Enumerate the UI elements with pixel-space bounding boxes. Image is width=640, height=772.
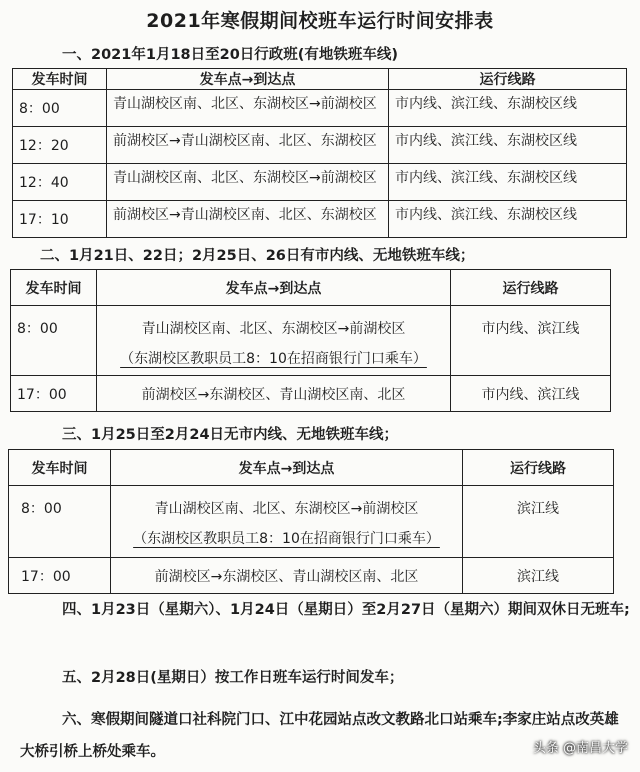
route: 青山湖校区南、北区、东湖校区→前湖校区 [107,90,389,127]
note-stop-change: 六、寒假期间隧道口社科院门口、江中花园站点改文教路北口站乘车;李家庄站点改英雄大桥引桥上桥处乘车。 [20,712,619,760]
departure-time: 17：00 [11,376,97,412]
note-feb28: 五、2月28日(星期日）按工作日班车运行时间发车； [62,670,404,686]
departure-time: 8：00 [13,90,107,127]
table-row [11,306,611,376]
header-route: 发车点→到达点 [111,450,463,486]
departure-time: 17：00 [9,558,111,594]
departure-time: 12：20 [13,127,107,164]
bus-line: 市内线、滨江线、东湖校区线 [389,127,627,164]
route: 前湖校区→东湖校区、青山湖校区南、北区 [97,376,451,412]
table-row [11,376,611,412]
departure-time: 12：40 [13,164,107,201]
header-route: 发车点→到达点 [107,69,389,90]
departure-time: 8：00 [9,486,111,558]
header-time: 发车时间 [11,270,97,306]
route: 青山湖校区南、北区、东湖校区→前湖校区 [107,164,389,201]
route-note: （东湖校区教职员工8：10在招商银行门口乘车） [133,531,440,547]
page-title: 2021年寒假期间校班车运行时间安排表 [146,10,494,32]
header-route: 发车点→到达点 [97,270,451,306]
section2-heading: 二、1月21日、22日；2月25日、26日有市内线、无地铁班车线； [40,248,475,264]
bus-line: 市内线、滨江线、东湖校区线 [389,90,627,127]
route: 前湖校区→青山湖校区南、北区、东湖校区 [107,127,389,164]
table-row [13,201,627,238]
table-header-row [9,450,614,486]
note-weekend: 四、1月23日（星期六）、1月24日（星期日）至2月27日（星期六）期间双休日无班车; [62,602,630,618]
bus-line: 市内线、滨江线、东湖校区线 [389,201,627,238]
route-note: （东湖校区教职员工8：10在招商银行门口乘车） [120,351,427,367]
table-row [13,164,627,201]
table-header-row [13,69,627,90]
header-time: 发车时间 [13,69,107,90]
route-cell [111,486,463,558]
route-cell [97,306,451,376]
watermark: 头条 @南昌大学 [532,741,628,756]
schedule-table-3 [8,449,614,594]
route: 青山湖校区南、北区、东湖校区→前湖校区 [154,501,419,517]
table-header-row [11,270,611,306]
header-line: 运行线路 [451,270,611,306]
table-row [9,558,614,594]
schedule-table-1 [12,68,627,238]
section3-heading: 三、1月25日至2月24日无市内线、无地铁班车线； [62,427,399,443]
route: 前湖校区→青山湖校区南、北区、东湖校区 [107,201,389,238]
table-row [13,127,627,164]
bus-line: 滨江线 [463,558,614,594]
header-time: 发车时间 [9,450,111,486]
departure-time: 17：10 [13,201,107,238]
route: 前湖校区→东湖校区、青山湖校区南、北区 [111,558,463,594]
bus-line: 滨江线 [463,486,614,558]
route: 青山湖校区南、北区、东湖校区→前湖校区 [141,321,406,337]
departure-time: 8：00 [11,306,97,376]
bus-line: 市内线、滨江线 [451,306,611,376]
header-line: 运行线路 [389,69,627,90]
bus-line: 市内线、滨江线 [451,376,611,412]
bus-line: 市内线、滨江线、东湖校区线 [389,164,627,201]
table-row [13,90,627,127]
table-row [9,486,614,558]
section1-heading: 一、2021年1月18日至20日行政班(有地铁班车线) [62,47,399,63]
header-line: 运行线路 [463,450,614,486]
schedule-table-2 [10,269,611,412]
